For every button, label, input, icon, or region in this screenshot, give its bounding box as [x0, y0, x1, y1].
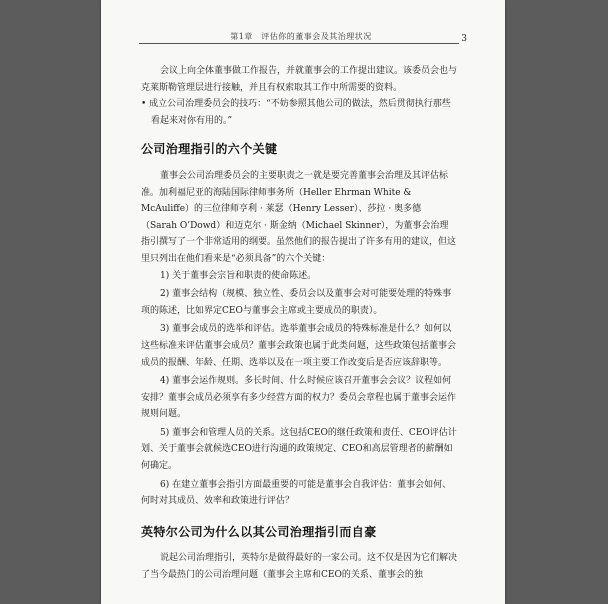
key-points-list — [141, 268, 457, 510]
page-number: 3 — [461, 34, 467, 44]
list-item: 4) 董事会运作规则。多长时间、什么时候应该召开董事会会议？议程如何安排？董事会成员必须享有多少经营方面的权力？委员会章程也属于董事会运作规则问题。 — [141, 376, 457, 420]
list-item: 6) 在建立董事会指引方面最重要的可能是董事会自我评估：董事会如何、何时对其成员、效率和政策进行评估？ — [141, 479, 452, 507]
section-paragraph: 董事会公司治理委员会的主要职责之一就是要完善董事会治理及其评估标准。加利福尼亚的海陆国际律师事务所（Heller Ehrman White & McAuliffe）的三位律师亨利 · 莱瑟（Henry Lesser）、莎拉 · 奥多德（Sarah O’Dowd）和迈克尔 · 斯金纳（Michael Skinner），为董事会治理指引撰写了一个非常适用的纲要。虽然他们的报告提出了许多有用的建议，但这里只列出在他们看来是“必须具备”的六个关键： — [141, 170, 457, 264]
tip-bullet: • 成立公司治理委员会的技巧：“不妨参照其他公司的做法，然后贯彻执行那些看起来对你有用的。” — [141, 99, 451, 126]
list-item: 3) 董事会成员的选举和评估。选举董事会成员的特殊标准是什么？如何以这些标准来评估董事会成员？董事会政策也属于此类问题，这些政策包括董事会成员的报酬、年龄、任期、选举以及在一项主要工作改变后是否应该辞职等。 — [141, 324, 457, 368]
running-header: 第1章 评估你的董事会及其治理状况 — [230, 32, 372, 41]
section-heading-guidelines: 公司治理指引的六个关键 — [141, 142, 278, 157]
section-paragraph: 说起公司治理指引，英特尔是做得最好的一家公司。这不仅是因为它们解决了当今最热门的公司治理问题（董事会主席和CEO的关系、董事会的独 — [141, 553, 458, 581]
section-heading-intel: 英特尔公司为什么以其公司治理指引而自豪 — [141, 524, 377, 539]
continued-paragraph: 会议上向全体董事做工作报告，并就董事会的工作提出建议。该委员会也与克莱斯勒管理层进行接触，并且有权索取其工作中所需要的资料。 — [141, 66, 458, 93]
document-page — [101, 0, 505, 604]
list-item: 2) 董事会结构（规模、独立性、委员会以及董事会对可能要处理的特殊事项的陈述，比如界定CEO与董事会主席或主要成员的职责）。 — [141, 289, 452, 316]
header-rule — [139, 43, 459, 44]
page-body — [141, 63, 457, 584]
list-item: 5) 董事会和管理人员的关系。这包括CEO的继任政策和责任、CEO评估计划、关于董事会就候选CEO进行沟通的政策规定、CEO和高层管理者的薪酬如何确定。 — [141, 427, 457, 472]
list-item: 1) 关于董事会宗旨和职责的使命陈述。 — [160, 270, 317, 281]
